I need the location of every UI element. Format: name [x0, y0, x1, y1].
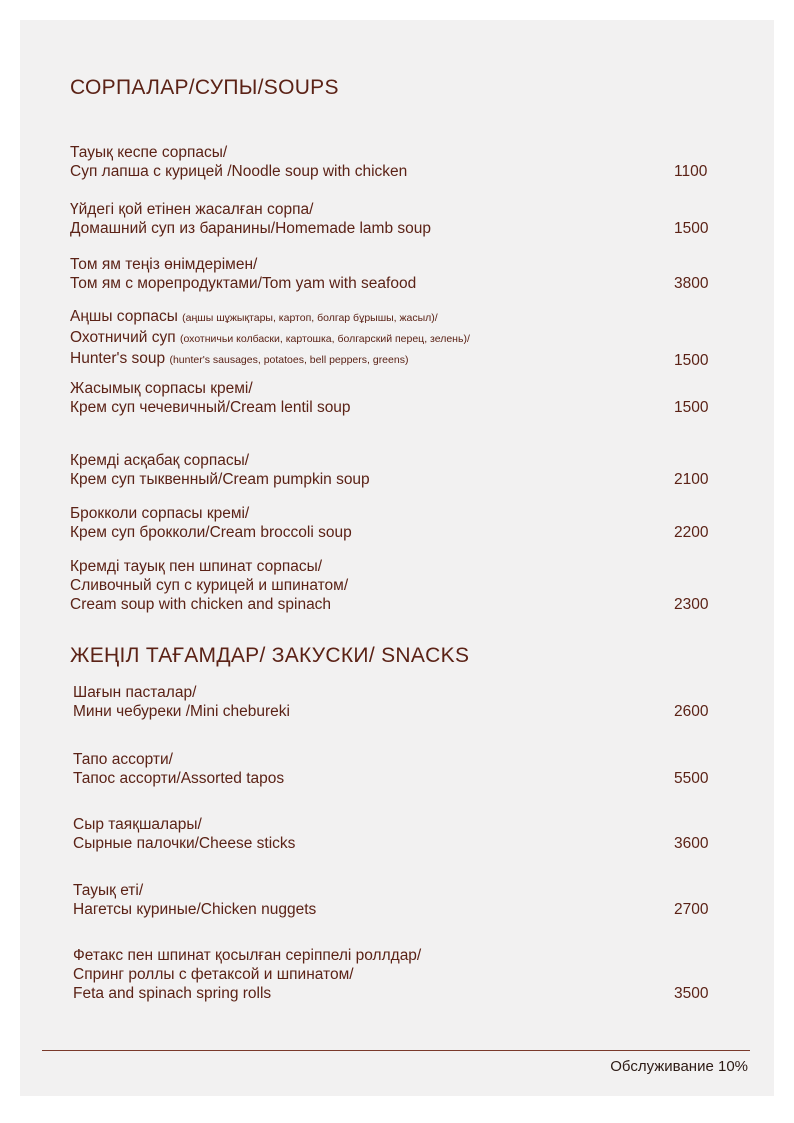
item-price: 2300: [674, 596, 709, 613]
item-price: 2200: [674, 524, 709, 541]
section-title-snacks: ЖЕҢІЛ ТАҒАМДАР/ ЗАКУСКИ/ SNACKS: [70, 644, 470, 667]
item-ingredients-kz: (аңшы шұжықтары, картоп, болгар бұрышы, жасыл)/: [182, 312, 438, 324]
item-name-ru: Спринг роллы с фетаксой и шпинатом/: [73, 966, 354, 983]
item-name-kz: Сыр таяқшалары/: [73, 816, 202, 833]
section-title-soups: СОРПАЛАР/СУПЫ/SOUPS: [70, 76, 339, 99]
item-ingredients-ru: (охотничьи колбаски, картошка, болгарский перец, зелень)/: [179, 333, 470, 345]
menu-item-chicken-nuggets: [73, 881, 720, 919]
item-name-kz: Шағын пасталар/: [73, 684, 197, 701]
item-name-kz: Тауық кеспе сорпасы/: [70, 144, 228, 161]
item-price: 2700: [674, 901, 709, 918]
service-charge-note: Обслуживание 10%: [610, 1058, 748, 1075]
item-price: 1500: [674, 220, 709, 237]
item-name-ru-en: Крем суп тыквенный/Cream pumpkin soup: [70, 471, 370, 488]
item-name-ru-en: Том ям с морепродуктами/Tom yam with seafood: [70, 275, 417, 292]
footer-divider: [42, 1050, 750, 1051]
item-name-ru-en: Крем суп брокколи/Cream broccoli soup: [70, 524, 352, 541]
item-name-ru-en: Суп лапша с курицей /Noodle soup with chicken: [70, 163, 408, 180]
item-name-en: Feta and spinach spring rolls: [73, 985, 272, 1002]
menu-item-chicken-spinach-soup: [70, 557, 720, 614]
item-name-ru: [70, 328, 660, 349]
item-name-kz: Фетакс пен шпинат қосылған серіппелі роллдар/: [73, 947, 422, 964]
item-price: 3600: [674, 835, 709, 852]
item-name-kz: Үйдегі қой етінен жасалған сорпа/: [70, 201, 314, 218]
menu-item-noodle-soup: [70, 143, 720, 181]
item-price: 5500: [674, 770, 709, 787]
item-name-ru-en: Крем суп чечевичный/Cream lentil soup: [70, 399, 351, 416]
item-name-kz: Тапо ассорти/: [73, 751, 173, 768]
item-price: 2100: [674, 471, 709, 488]
item-name-en: [70, 349, 660, 370]
item-price: 3800: [674, 275, 709, 292]
item-name-kz: Кремді асқабақ сорпасы/: [70, 452, 250, 469]
item-name-kz: Кремді тауық пен шпинат сорпасы/: [70, 558, 323, 575]
menu-item-mini-chebureki: [73, 683, 720, 721]
menu-item-lamb-soup: [70, 200, 720, 238]
item-price: 3500: [674, 985, 709, 1002]
item-name-kz-text: Аңшы сорпасы: [70, 308, 178, 325]
item-ingredients-en: (hunter's sausages, potatoes, bell peppers, greens): [169, 354, 409, 366]
item-name-ru-text: Охотничий суп: [70, 329, 176, 346]
item-name-kz: Тауық еті/: [73, 882, 144, 899]
item-name-ru-en: Сырные палочки/Cheese sticks: [73, 835, 296, 852]
item-name-ru-en: Домашний суп из баранины/Homemade lamb soup: [70, 220, 432, 237]
item-name-ru: Сливочный суп с курицей и шпинатом/: [70, 577, 349, 594]
item-price: 1100: [674, 163, 708, 180]
item-price: 2600: [674, 703, 709, 720]
menu-item-pumpkin-soup: [70, 451, 720, 489]
menu-item-tom-yam: [70, 255, 720, 293]
menu-item-broccoli-soup: [70, 504, 720, 542]
menu-item-lentil-soup: [70, 379, 720, 417]
item-name-kz: Том ям теңіз өнімдерімен/: [70, 256, 258, 273]
item-name-ru-en: Мини чебуреки /Mini chebureki: [73, 703, 290, 720]
item-name-ru-en: Нагетсы куриные/Chicken nuggets: [73, 901, 317, 918]
item-name-ru-en: Тапос ассорти/Assorted tapos: [73, 770, 285, 787]
item-price: 1500: [674, 352, 709, 369]
menu-item-cheese-sticks: [73, 815, 720, 853]
item-price: 1500: [674, 399, 709, 416]
item-name-en: Cream soup with chicken and spinach: [70, 596, 332, 613]
item-name-en-text: Hunter's soup: [70, 350, 166, 367]
menu-item-spring-rolls: [73, 946, 720, 1003]
item-name-kz: Брокколи сорпасы кремі/: [70, 505, 250, 522]
menu-item-assorted-tapos: [73, 750, 720, 788]
item-name-kz: [70, 307, 660, 328]
menu-item-hunters-soup: [70, 307, 720, 370]
item-name-kz: Жасымық сорпасы кремі/: [70, 380, 253, 397]
